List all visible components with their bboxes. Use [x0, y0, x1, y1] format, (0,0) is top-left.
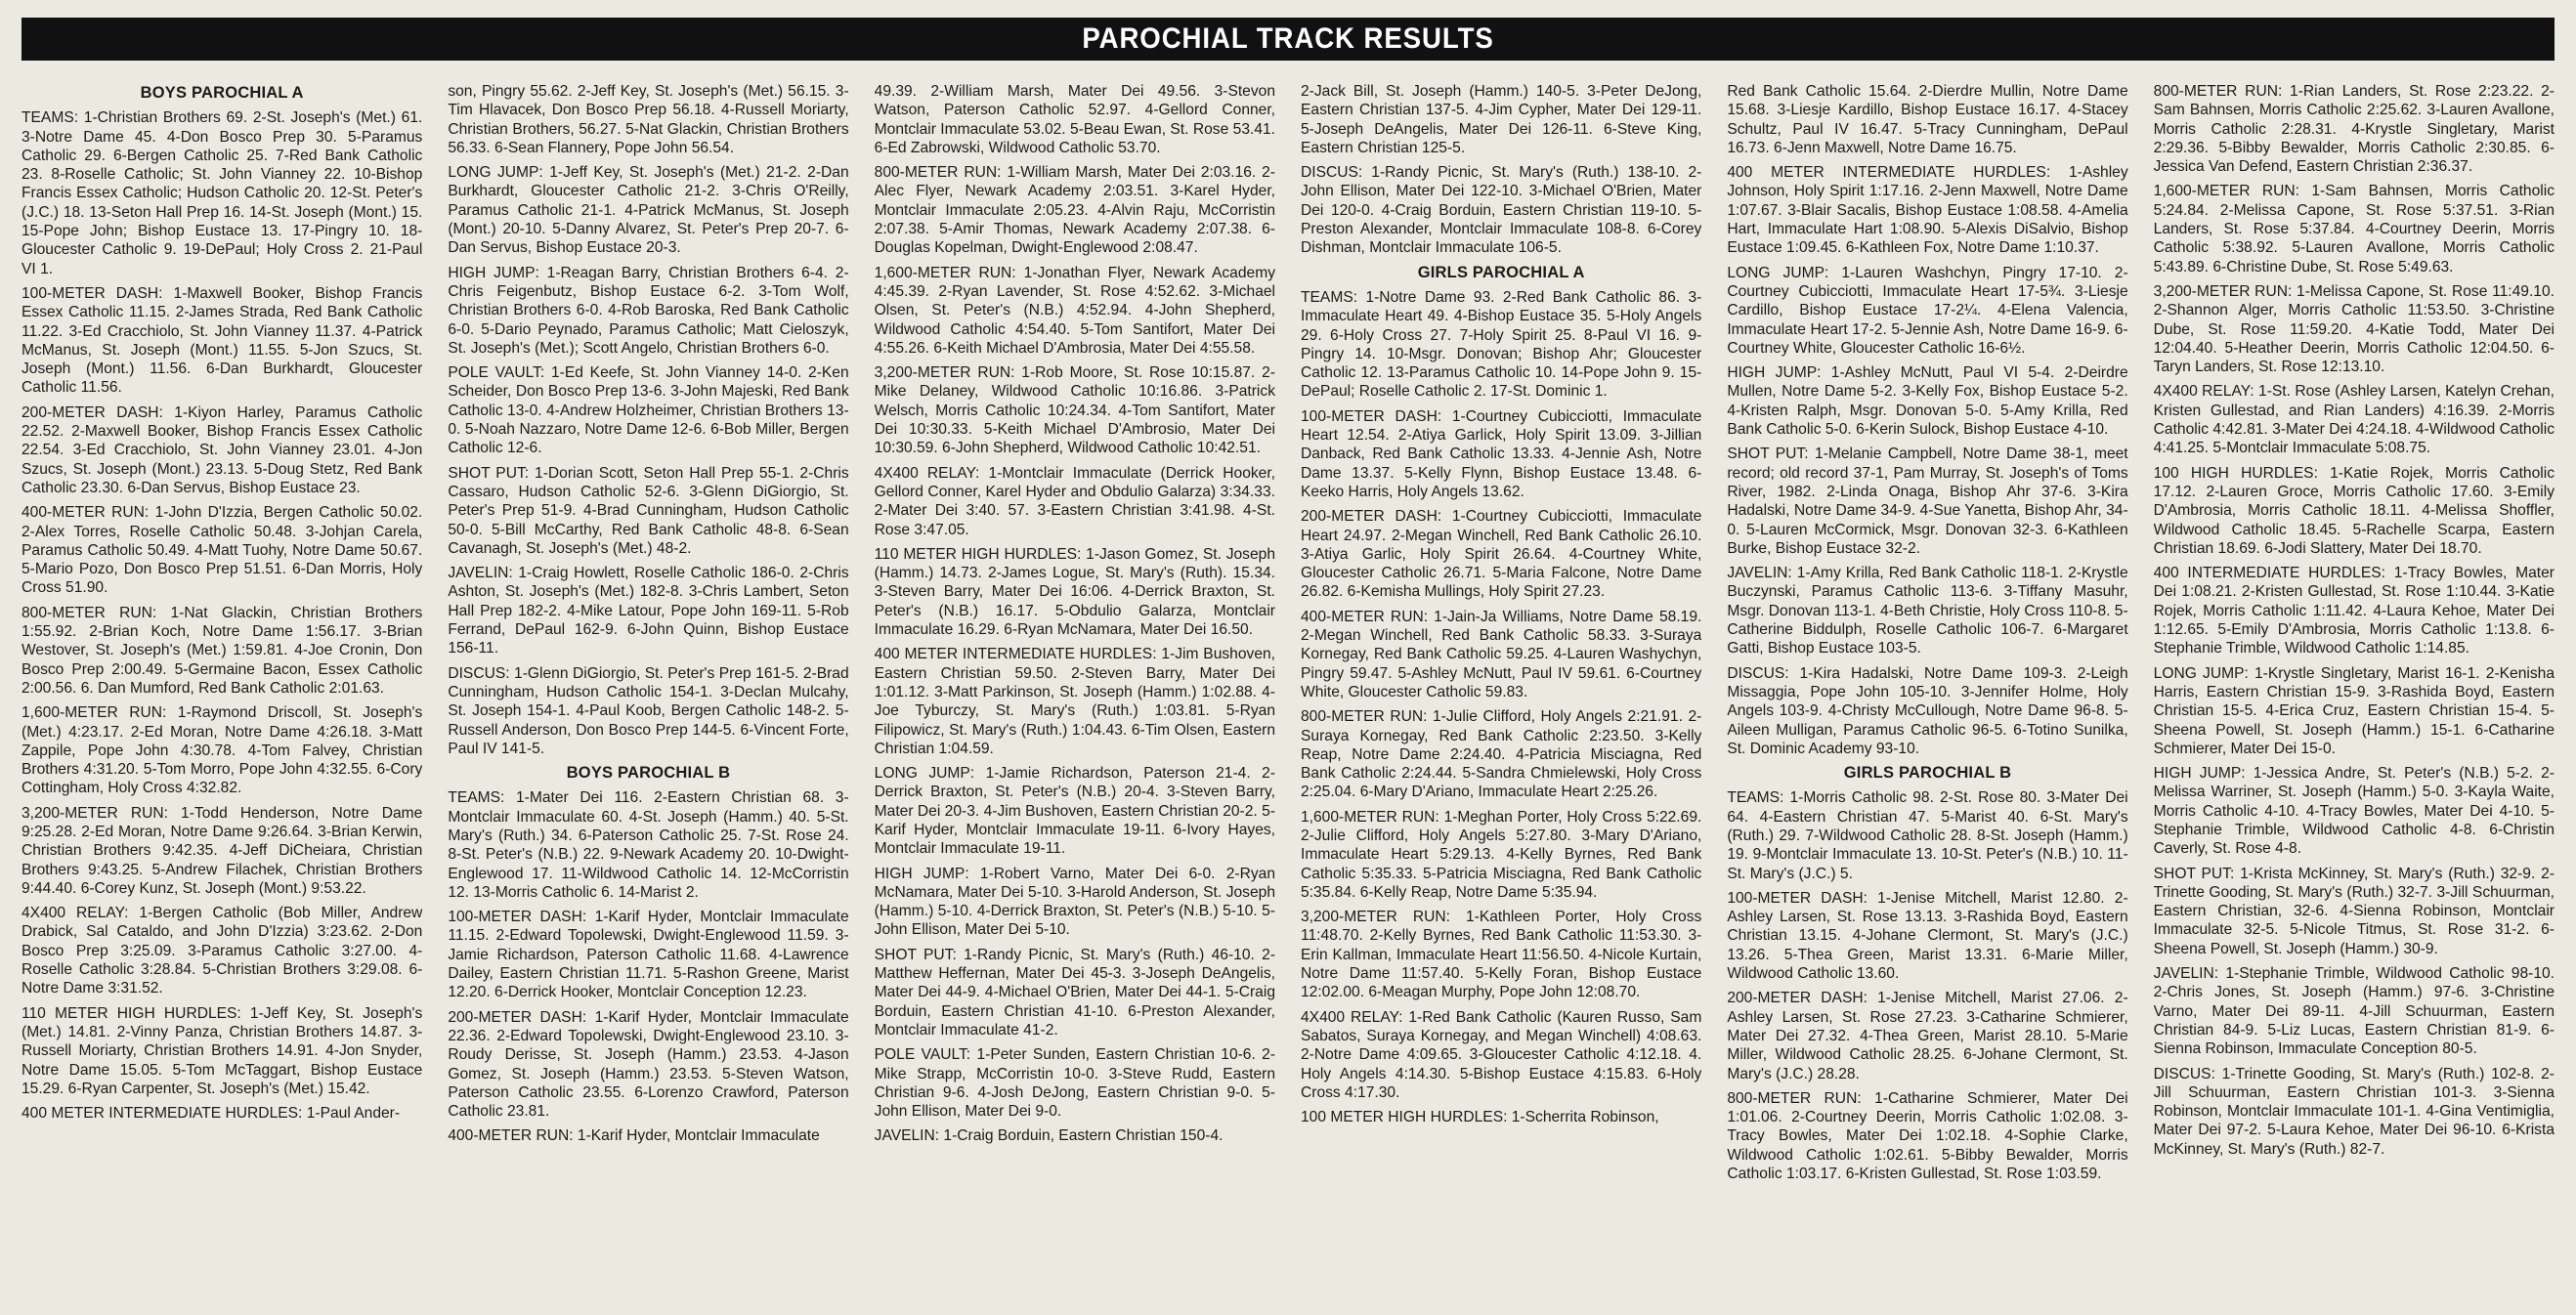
- result-paragraph: 4X400 RELAY: 1-Montclair Immaculate (Derrick Hooker, Gellord Conner, Karel Hyder and Obdulio Galarza) 3:34.33. 2-Mater Dei 3:40. 57. 3-Eastern Christian 3:41.98. 4-St. Rose 3:47.05.: [874, 464, 1275, 538]
- text-column: [1301, 82, 1701, 1308]
- result-paragraph: 100 METER HIGH HURDLES: 1-Scherrita Robinson,: [1301, 1109, 1659, 1126]
- result-paragraph: 100-METER DASH: 1-Jenise Mitchell, Marist 12.80. 2-Ashley Larsen, St. Rose 13.13. 3-Rashida Boyd, Eastern Christian 13.15. 4-Johane Clermont, St. Mary's (J.C.) 13.26. 5-Thea Green, Marist 13.31. 6-Marie Miller, Wildwood Catholic 13.60.: [1727, 889, 2128, 983]
- result-paragraph: 400-METER RUN: 1-Karif Hyder, Montclair Immaculate: [448, 1127, 820, 1145]
- result-paragraph: 2-Jack Bill, St. Joseph (Hamm.) 140-5. 3-Peter DeJong, Eastern Christian 137-5. 4-Jim Cypher, Mater Dei 129-11. 5-Joseph DeAngelis, Mater Dei 126-11. 6-Steve King, Eastern Christian 125-5.: [1301, 83, 1702, 156]
- result-paragraph: 800-METER RUN: 1-Nat Glackin, Christian Brothers 1:55.92. 2-Brian Koch, Notre Dame 1:56.17. 3-Brian Westover, St. Joseph's (Met.) 1:59.81. 4-Joe Cronin, Don Bosco Prep 2:00.49. 5-Germaine Bacon, Essex Catholic 2:00.56. 6. Dan Mumford, Red Bank Catholic 2:01.63.: [21, 604, 423, 697]
- section-heading: GIRLS PAROCHIAL A: [1417, 263, 1585, 281]
- result-paragraph: LONG JUMP: 1-Lauren Washchyn, Pingry 17-10. 2-Courtney Cubicciotti, Immaculate Heart 17-5¾. 3-Liesje Cardillo, Bishop Eustace 17-2¼. 4-Elena Valencia, Immaculate Heart 17-2. 5-Jennie Ash, Notre Dame 16-9. 6-Courtney White, Gloucester Catholic 16-6½.: [1727, 264, 2128, 357]
- result-paragraph: 800-METER RUN: 1-Rian Landers, St. Rose 2:23.22. 2-Sam Bahnsen, Morris Catholic 2:25.62. 3-Lauren Avallone, Morris Catholic 2:28.31. 4-Krystle Singletary, Marist 2:29.36. 5-Bibby Bewalder, Morris Catholic 2:30.85. 6-Jessica Van Defend, Eastern Christian 2:36.37.: [2153, 83, 2555, 176]
- result-paragraph: DISCUS: 1-Kira Hadalski, Notre Dame 109-3. 2-Leigh Missaggia, Pope John 105-10. 3-Jennifer Holme, Holy Angels 103-9. 4-Christy McCullough, Notre Dame 96-8. 5-Aileen Mulligan, Paramus Catholic 96-5. 6-Totino Sunilka, St. Dominic Academy 93-10.: [1727, 664, 2128, 757]
- result-paragraph: 400 INTERMEDIATE HURDLES: 1-Tracy Bowles, Mater Dei 1:08.21. 2-Kristen Gullestad, St. Rose 1:10.44. 3-Katie Rojek, Morris Catholic 1:11.42. 4-Laura Kehoe, Mater Dei 1:12.65. 5-Emily D'Ambrosia, Morris Catholic 1:13.8. 6-Stephanie Trimble, Wildwood Catholic 1:14.85.: [2153, 565, 2555, 658]
- result-paragraph: 200-METER DASH: 1-Courtney Cubicciotti, Immaculate Heart 24.97. 2-Megan Winchell, Red Bank Catholic 26.10. 3-Atiya Garlic, Holy Spirit 26.64. 4-Courtney White, Gloucester Catholic 26.71. 5-Maria Falcone, Notre Dame 26.82. 6-Kemisha Mullings, Holy Spirit 27.23.: [1301, 508, 1702, 601]
- text-column: [2154, 82, 2555, 1308]
- result-paragraph: TEAMS: 1-Mater Dei 116. 2-Eastern Christian 68. 3-Montclair Immaculate 60. 4-St. Joseph (Hamm.) 40. 5-St. Mary's (Ruth.) 34. 6-Paterson Catholic 25. 7-St. Rose 24. 8-St. Peter's (N.B.) 22. 9-Newark Academy 20. 10-Dwight-Englewood 17. 11-Wildwood Catholic 14. 12-McCorristin 12. 13-Morris Catholic 6. 14-Marist 2.: [448, 789, 849, 901]
- result-paragraph: SHOT PUT: 1-Melanie Campbell, Notre Dame 38-1, meet record; old record 37-1, Pam Murray, St. Joseph's of Toms River, 1982. 2-Linda Onaga, Bishop Ahr 37-6. 3-Kira Hadalski, Notre Dame 34-9. 4-Sue Yanetta, Bishop Ahr, 34-0. 5-Lauren McCormick, Msgr. Donovan 32-3. 6-Kathleen Burke, Bishop Eustace 32-2.: [1727, 445, 2128, 557]
- result-paragraph: 400-METER RUN: 1-John D'Izzia, Bergen Catholic 50.02. 2-Alex Torres, Roselle Catholic 50.48. 3-Johjan Carela, Paramus Catholic 50.49. 4-Matt Tuohy, Notre Dame 50.67. 5-Mario Pozo, Don Bosco Prep 51.51. 6-Dan Morris, Holy Cross 51.90.: [21, 504, 423, 597]
- section-heading: BOYS PAROCHIAL B: [566, 764, 731, 783]
- text-column: [448, 82, 848, 1308]
- result-paragraph: 800-METER RUN: 1-William Marsh, Mater Dei 2:03.16. 2-Alec Flyer, Newark Academy 2:03.51. 3-Karel Hyder, Montclair Immaculate 2:05.23. 4-Alvin Raju, McCorristin 2:07.38. 5-Amir Thomas, Newark Academy 2:07.38. 6-Douglas Kopelman, Dwight-Englewood 2:08.47.: [874, 164, 1275, 257]
- section-heading: GIRLS PAROCHIAL B: [1843, 764, 2012, 783]
- result-paragraph: JAVELIN: 1-Amy Krilla, Red Bank Catholic 118-1. 2-Krystle Buczynski, Paramus Catholic 113-6. 3-Tiffany Masuhr, Msgr. Donovan 113-1. 4-Beth Christie, Holy Cross 110-8. 5-Catherine Biddulph, Roselle Catholic 106-7. 6-Margaret Gatti, Bishop Eustace 103-5.: [1727, 565, 2128, 658]
- result-paragraph: 800-METER RUN: 1-Julie Clifford, Holy Angels 2:21.91. 2-Suraya Kornegay, Red Bank Catholic 2:23.50. 3-Kelly Reap, Notre Dame 2:24.40. 4-Patricia Misciagna, Red Bank Catholic 2:24.44. 5-Sandra Chmielewski, Holy Cross 2:25.04. 6-Mary D'Ariano, Immaculate Heart 2:25.26.: [1301, 708, 1702, 801]
- result-paragraph: POLE VAULT: 1-Ed Keefe, St. John Vianney 14-0. 2-Ken Scheider, Don Bosco Prep 13-6. 3-John Majeski, Red Bank Catholic 13-0. 4-Andrew Holzheimer, Christian Brothers 13-0. 5-Noah Nazzaro, Notre Dame 12-6. 6-Bob Miller, Bergen Catholic 12-6.: [448, 364, 849, 457]
- result-paragraph: 3,200-METER RUN: 1-Melissa Capone, St. Rose 11:49.10. 2-Shannon Alger, Morris Catholic 11:53.50. 3-Christine Dube, St. Rose 11:59.20. 4-Katie Todd, Mater Dei 12:04.40. 5-Heather Deerin, Morris Catholic 12:04.50. 6-Taryn Landers, St. Rose 12:13.10.: [2153, 282, 2555, 376]
- result-paragraph: 3,200-METER RUN: 1-Kathleen Porter, Holy Cross 11:48.70. 2-Kelly Byrnes, Red Bank Catholic 11:53.30. 3-Erin Kallman, Immaculate Heart 11:56.50. 4-Nicole Kurtain, Notre Dame 11:57.40. 5-Kelly Foran, Bishop Eustace 12:02.00. 6-Meagan Murphy, Pope John 12:08.70.: [1301, 909, 1702, 1001]
- result-paragraph: HIGH JUMP: 1-Robert Varno, Mater Dei 6-0. 2-Ryan McNamara, Mater Dei 5-10. 3-Harold Anderson, St. Joseph (Hamm.) 5-10. 4-Derrick Braxton, St. Peter's (N.B.) 5-10. 5-John Ellison, Mater Dei 5-10.: [874, 865, 1275, 939]
- result-paragraph: SHOT PUT: 1-Randy Picnic, St. Mary's (Ruth.) 46-10. 2-Matthew Heffernan, Mater Dei 45-3. 3-Joseph DeAngelis, Mater Dei 44-9. 4-Michael O'Brien, Mater Dei 44-1. 5-Craig Borduin, Eastern Christian 41-10. 6-Preston Alexander, Montclair Immaculate 41-2.: [874, 946, 1275, 1039]
- result-paragraph: LONG JUMP: 1-Jamie Richardson, Paterson 21-4. 2-Derrick Braxton, St. Peter's (N.B.) 20-4. 3-Steven Barry, Mater Dei 20-3. 4-Jim Bushoven, Eastern Christian 20-2. 5-Karif Hyder, Montclair Immaculate 19-11. 6-Ivory Hayes, Montclair Immaculate 19-11.: [874, 765, 1275, 858]
- result-paragraph: 100-METER DASH: 1-Karif Hyder, Montclair Immaculate 11.15. 2-Edward Topolewski, Dwight-Englewood 11.59. 3-Jamie Richardson, Paterson Catholic 11.68. 4-Lawrence Dailey, Eastern Christian 11.71. 5-Rashon Greene, Marist 12.20. 6-Derrick Hooker, Montclair Conception 12.23.: [448, 909, 849, 1001]
- result-paragraph: 100-METER DASH: 1-Courtney Cubicciotti, Immaculate Heart 12.54. 2-Atiya Garlick, Holy Spirit 13.09. 3-Jillian Danback, Red Bank Catholic 13.33. 4-Jennie Ash, Notre Dame 13.37. 5-Kelly Flynn, Bishop Eustace 13.48. 6-Keeko Harris, Holy Angels 13.62.: [1301, 407, 1702, 500]
- result-paragraph: HIGH JUMP: 1-Ashley McNutt, Paul VI 5-4. 2-Deirdre Mullen, Notre Dame 5-2. 3-Kelly Fox, Bishop Eustace 5-2. 4-Kristen Ralph, Msgr. Donovan 5-0. 5-Amy Krilla, Red Bank Catholic 5-0. 6-Kerin Sulock, Bishop Eustace 4-10.: [1727, 364, 2128, 439]
- result-paragraph: HIGH JUMP: 1-Reagan Barry, Christian Brothers 6-4. 2-Chris Feigenbutz, Bishop Eustace 6-2. 3-Tom Wolf, Christian Brothers 6-0. 4-Rob Baroska, Red Bank Catholic 6-0. 5-Dario Peynado, Paramus Catholic; Matt Cieloszyk, St. Joseph's (Met.); Scott Angelo, Christian Brothers 6-0.: [448, 264, 849, 357]
- result-paragraph: 400 METER INTERMEDIATE HURDLES: 1-Paul Ander-: [21, 1105, 401, 1123]
- result-paragraph: 4X400 RELAY: 1-Bergen Catholic (Bob Miller, Andrew Drabick, Sal Cataldo, and John D'Izzia) 3:23.62. 2-Don Bosco Prep 3:25.09. 3-Paramus Catholic 3:27.00. 4-Roselle Catholic 3:28.84. 5-Christian Brothers 3:29.08. 6-Notre Dame 3:31.52.: [21, 905, 423, 997]
- result-paragraph: 4X400 RELAY: 1-St. Rose (Ashley Larsen, Katelyn Crehan, Kristen Gullestad, and Rian Landers) 4:16.39. 2-Morris Catholic 4:42.81. 3-Mater Dei 4:24.18. 4-Wildwood Catholic 4:41.25. 5-Montclair Immaculate 5:08.75.: [2153, 383, 2555, 457]
- result-paragraph: SHOT PUT: 1-Krista McKinney, St. Mary's (Ruth.) 32-9. 2-Trinette Gooding, St. Mary's (Ruth.) 32-7. 3-Jill Schuurman, Eastern Christian, 32-6. 4-Sienna Robinson, Montclair Immaculate 32-5. 5-Nicole Titmus, St. Rose 31-2. 6-Sheena Powell, St. Joseph (Hamm.) 30-9.: [2153, 865, 2555, 957]
- result-paragraph: 100-METER DASH: 1-Maxwell Booker, Bishop Francis Essex Catholic 11.15. 2-James Strada, Red Bank Catholic 11.22. 3-Ed Cracchiolo, St. John Vianney 11.37. 4-Patrick McManus, St. Joseph (Mont.) 11.55. 5-Jon Szucs, St. Joseph (Mont.) 11.56. 6-Dan Burkhardt, Gloucester Catholic 11.56.: [21, 284, 423, 397]
- result-paragraph: SHOT PUT: 1-Dorian Scott, Seton Hall Prep 55-1. 2-Chris Cassaro, Hudson Catholic 52-6. 3-Glenn DiGiorgio, St. Peter's Prep 51-9. 4-Brad Cunningham, Hudson Catholic 50-0. 5-Bill McCarthy, Red Bank Catholic 48-8. 6-Sean Cavanagh, St. Joseph's (Met.) 48-2.: [448, 464, 849, 557]
- text-column: [875, 82, 1275, 1308]
- result-paragraph: 4X400 RELAY: 1-Red Bank Catholic (Kauren Russo, Sam Sabatos, Suraya Kornegay, and Megan Winchell) 4:08.63. 2-Notre Dame 4:09.65. 3-Gloucester Catholic 4:12.18. 4. Holy Angels 4:14.30. 5-Bishop Eustace 4:15.83. 6-Holy Cross 4:17.30.: [1301, 1008, 1702, 1101]
- result-paragraph: TEAMS: 1-Morris Catholic 98. 2-St. Rose 80. 3-Mater Dei 64. 4-Eastern Christian 47. 5-Marist 40. 6-St. Mary's (Ruth.) 29. 7-Wildwood Catholic 28. 8-St. Joseph (Hamm.) 19. 9-Montclair Immaculate 13. 10-St. Peter's (N.B.) 10. 11-St. Mary's (J.C.) 5.: [1727, 789, 2128, 882]
- result-paragraph: 1,600-METER RUN: 1-Jonathan Flyer, Newark Academy 4:45.39. 2-Ryan Lavender, St. Rose 4:52.62. 3-Michael Olsen, St. Peter's (N.B.) 4:52.94. 4-John Shepherd, Wildwood Catholic 4:54.40. 5-Tom Santifort, Mater Dei 4:55.26. 6-Keith Michael D'Ambrosia, Mater Dei 4:55.58.: [874, 264, 1275, 357]
- result-paragraph: JAVELIN: 1-Stephanie Trimble, Wildwood Catholic 98-10. 2-Chris Jones, St. Joseph (Hamm.) 97-6. 3-Christine Varno, Mater Dei 89-11. 4-Jill Schuurman, Eastern Christian 84-9. 5-Liz Lucas, Eastern Christian 81-9. 6-Sienna Robinson, Immaculate Conception 80-5.: [2153, 965, 2555, 1058]
- result-paragraph: Red Bank Catholic 15.64. 2-Dierdre Mullin, Notre Dame 15.68. 3-Liesje Kardillo, Bishop Eustace 16.17. 4-Stacey Schultz, Paul IV 16.47. 5-Tracy Cunningham, DePaul 16.73. 6-Jenn Maxwell, Notre Dame 16.75.: [1727, 83, 2128, 156]
- result-paragraph: 1,600-METER RUN: 1-Raymond Driscoll, St. Joseph's (Met.) 4:23.17. 2-Ed Moran, Notre Dame 4:26.18. 3-Matt Zappile, Pope John 4:30.78. 4-Tom Falvey, Christian Brothers 4:31.20. 5-Tom Morro, Pope John 4:32.55. 6-Cory Cottingham, Holy Cross 4:32.82.: [21, 704, 423, 797]
- result-paragraph: 1,600-METER RUN: 1-Meghan Porter, Holy Cross 5:22.69. 2-Julie Clifford, Holy Angels 5:27.80. 3-Mary D'Ariano, Immaculate Heart 5:29.13. 4-Kelly Byrnes, Red Bank Catholic 5:35.33. 5-Patricia Misciagna, Red Bank Catholic 5:35.84. 6-Kelly Reap, Notre Dame 5:35.94.: [1301, 808, 1702, 901]
- headline-banner: [21, 18, 2555, 61]
- result-paragraph: HIGH JUMP: 1-Jessica Andre, St. Peter's (N.B.) 5-2. 2-Melissa Warriner, St. Joseph (Hamm.) 5-0. 3-Kayla Waite, Morris Catholic 4-10. 4-Tracy Bowles, Mater Dei 4-10. 5-Stephanie Trimble, Wildwood Catholic 4-8. 6-Christin Caverly, St. Rose 4-8.: [2153, 765, 2555, 858]
- result-paragraph: 200-METER DASH: 1-Karif Hyder, Montclair Immaculate 22.36. 2-Edward Topolewski, Dwight-Englewood 23.10. 3-Roudy Derisse, St. Joseph (Hamm.) 23.53. 4-Jason Gomez, St. Joseph (Hamm.) 23.53. 5-Steven Watson, Paterson Catholic 23.55. 6-Lorenzo Crawford, Paterson Catholic 23.81.: [448, 1008, 849, 1121]
- result-paragraph: 110 METER HIGH HURDLES: 1-Jason Gomez, St. Joseph (Hamm.) 14.73. 2-James Logue, St. Mary's (Ruth). 15.34. 3-Steven Barry, Mater Dei 16:06. 4-Derrick Braxton, St. Peter's (N.B.) 16.17. 5-Obdulio Galarza, Montclair Immaculate 16.29. 6-Ryan McNamara, Mater Dei 16.50.: [874, 545, 1275, 639]
- page-title: PAROCHIAL TRACK RESULTS: [1082, 22, 1494, 55]
- column-body: [875, 82, 1275, 1146]
- result-paragraph: 1,600-METER RUN: 1-Sam Bahnsen, Morris Catholic 5:24.84. 2-Melissa Capone, St. Rose 5:37.51. 3-Rian Landers, St. Rose 5:37.84. 4-Courtney Deerin, Morris Catholic 5:38.92. 5-Lauren Avallone, Morris Catholic 5:43.89. 6-Christine Dube, St. Rose 5:49.63.: [2153, 183, 2555, 276]
- article-columns: [21, 82, 2555, 1308]
- result-paragraph: 400 METER INTERMEDIATE HURDLES: 1-Jim Bushoven, Eastern Christian 59.50. 2-Steven Barry, Mater Dei 1:01.12. 3-Matt Parkinson, St. Joseph (Hamm.) 1:02.88. 4-Joe Tyburczy, St. Mary's (Ruth.) 1:03.81. 5-Ryan Filipowicz, St. Mary's (Ruth.) 1:04.43. 6-Tim Olsen, Eastern Christian 1:04.59.: [874, 646, 1275, 757]
- result-paragraph: 400 METER INTERMEDIATE HURDLES: 1-Ashley Johnson, Holy Spirit 1:17.16. 2-Jenn Maxwell, Notre Dame 1:07.67. 3-Blair Sacalis, Bishop Eustace 1:08.58. 4-Amelia Hart, Immaculate Hart 1:08.90. 5-Alexis DiSalvio, Bishop Eustace 1:09.45. 6-Kathleen Fox, Notre Dame 1:10.37.: [1727, 164, 2128, 257]
- result-paragraph: LONG JUMP: 1-Krystle Singletary, Marist 16-1. 2-Kenisha Harris, Eastern Christian 15-9. 3-Rashida Boyd, Eastern Christian 15-5. 4-Erica Cruz, Eastern Christian 15-4. 5-Sheena Powell, St. Joseph (Hamm.) 15-1. 6-Catharine Schmierer, Mater Dei 15-0.: [2153, 664, 2555, 757]
- result-paragraph: son, Pingry 55.62. 2-Jeff Key, St. Joseph's (Met.) 56.15. 3-Tim Hlavacek, Don Bosco Prep 56.18. 4-Russell Moriarty, Christian Brothers, 56.27. 5-Nat Glackin, Christian Brothers 56.33. 6-Sean Flannery, Pope John 56.54.: [448, 83, 849, 156]
- column-body: [2154, 82, 2555, 1159]
- column-body: [1301, 82, 1701, 1126]
- text-column: [1727, 82, 2127, 1308]
- result-paragraph: 3,200-METER RUN: 1-Todd Henderson, Notre Dame 9:25.28. 2-Ed Moran, Notre Dame 9:26.64. 3-Brian Kerwin, Christian Brothers 9:42.35. 4-Jeff DiCheiara, Christian Brothers 9:43.25. 5-Andrew Filachek, Christian Brothers 9:44.40. 6-Corey Kunz, St. Joseph (Mont.) 9:53.22.: [21, 804, 423, 897]
- result-paragraph: 800-METER RUN: 1-Catharine Schmierer, Mater Dei 1:01.06. 2-Courtney Deerin, Morris Catholic 1:02.08. 3-Tracy Bowles, Mater Dei 1:02.18. 4-Sophie Clarke, Wildwood Catholic 1:02.61. 5-Bibby Bewalder, Morris Catholic 1:03.17. 6-Kristen Gullestad, St. Rose 1:03.59.: [1727, 1089, 2128, 1183]
- result-paragraph: TEAMS: 1-Christian Brothers 69. 2-St. Joseph's (Met.) 61. 3-Notre Dame 45. 4-Don Bosco Prep 30. 5-Paramus Catholic 29. 6-Bergen Catholic 25. 7-Red Bank Catholic 23. 8-Roselle Catholic; St. John Vianney 22. 10-Bishop Francis Essex Catholic; Hudson Catholic 20. 12-St. Peter's (J.C.) 18. 13-Seton Hall Prep 16. 14-St. Joseph (Mont.) 15. 15-Pope John; Bishop Eustace 13. 17-Pingry 10. 18-Gloucester Catholic 9. 19-DePaul; Holy Cross 2. 21-Paul VI 1.: [21, 109, 423, 277]
- result-paragraph: JAVELIN: 1-Craig Howlett, Roselle Catholic 186-0. 2-Chris Ashton, St. Joseph's (Met.) 182-8. 3-Chris Lambert, Seton Hall Prep 182-2. 4-Mike Latour, Pope John 169-11. 5-Rob Ferrand, DePaul 162-9. 6-John Quinn, Bishop Eustace 156-11.: [448, 565, 849, 658]
- result-paragraph: LONG JUMP: 1-Jeff Key, St. Joseph's (Met.) 21-2. 2-Dan Burkhardt, Gloucester Catholic 21-2. 3-Chris O'Reilly, Paramus Catholic 21-1. 4-Patrick McManus, St. Joseph (Mont.) 20-10. 5-Danny Alvarez, St. Peter's Prep 20-7. 6-Dan Servus, Bishop Eustace 20-3.: [448, 164, 849, 257]
- result-paragraph: POLE VAULT: 1-Peter Sunden, Eastern Christian 10-6. 2-Mike Strapp, McCorristin 10-0. 3-Steve Rudd, Eastern Christian 9-6. 4-Josh DeJong, Eastern Christian 9-0. 5-John Ellison, Mater Dei 9-0.: [874, 1046, 1275, 1121]
- column-body: [448, 82, 848, 1146]
- column-body: [21, 84, 422, 1123]
- result-paragraph: 49.39. 2-William Marsh, Mater Dei 49.56. 3-Stevon Watson, Paterson Catholic 52.97. 4-Gellord Conner, Montclair Immaculate 53.02. 5-Beau Ewan, St. Rose 53.41. 6-Ed Zabrowski, Wildwood Catholic 53.70.: [874, 83, 1275, 156]
- result-paragraph: 110 METER HIGH HURDLES: 1-Jeff Key, St. Joseph's (Met.) 14.81. 2-Vinny Panza, Christian Brothers 14.87. 3-Russell Moriarty, Christian Brothers 14.91. 4-Jon Snyder, Notre Dame 15.05. 5-Tom McTaggart, Bishop Eustace 15.29. 6-Ryan Carpenter, St. Joseph's (Met.) 15.42.: [21, 1004, 423, 1097]
- column-body: [1727, 82, 2127, 1183]
- result-paragraph: 200-METER DASH: 1-Kiyon Harley, Paramus Catholic 22.52. 2-Maxwell Booker, Bishop Francis Essex Catholic 22.54. 3-Ed Cracchiolo, St. John Vianney 23.01. 4-Jon Szucs, St. Joseph (Mont.) 23.13. 5-Doug Stetz, Red Bank Catholic 23.30. 6-Dan Servus, Bishop Eustace 23.: [21, 403, 423, 496]
- result-paragraph: 3,200-METER RUN: 1-Rob Moore, St. Rose 10:15.87. 2-Mike Delaney, Wildwood Catholic 10:16.86. 3-Patrick Welsch, Morris Catholic 10:24.34. 4-Tom Santifort, Mater Dei 10:30.33. 5-Keith Michael D'Ambrosio, Mater Dei 10:30.59. 6-John Shepherd, Wildwood Catholic 10:42.51.: [874, 364, 1275, 457]
- text-column: [21, 82, 422, 1308]
- result-paragraph: 400-METER RUN: 1-Jain-Ja Williams, Notre Dame 58.19. 2-Megan Winchell, Red Bank Catholic 58.33. 3-Suraya Kornegay, Red Bank Catholic 59.25. 4-Lauren Washychyn, Pingry 59.47. 5-Ashley McNutt, Paul IV 59.61. 6-Courtney White, Gloucester Catholic 59.83.: [1301, 608, 1702, 700]
- result-paragraph: 100 HIGH HURDLES: 1-Katie Rojek, Morris Catholic 17.12. 2-Lauren Groce, Morris Catholic 17.60. 3-Emily D'Ambrosia, Morris Catholic 18.11. 4-Melissa Shoffler, Wildwood Catholic 18.45. 5-Rachelle Scarpa, Eastern Christian 18.69. 6-Jodi Slattery, Mater Dei 18.70.: [2153, 464, 2555, 557]
- result-paragraph: TEAMS: 1-Notre Dame 93. 2-Red Bank Catholic 86. 3-Immaculate Heart 49. 4-Bishop Eustace 35. 5-Holy Angels 29. 6-Holy Cross 27. 7-Holy Spirit 25. 8-Paul VI 16. 9-Pingry 14. 10-Msgr. Donovan; Bishop Ahr; Gloucester Catholic 12. 13-Paramus Catholic 10. 14-Pope John 9. 15-DePaul; Roselle Catholic 2. 17-St. Dominic 1.: [1301, 288, 1702, 401]
- result-paragraph: DISCUS: 1-Glenn DiGiorgio, St. Peter's Prep 161-5. 2-Brad Cunningham, Hudson Catholic 154-1. 3-Declan Mulcahy, St. Joseph 154-1. 4-Paul Koob, Bergen Catholic 148-2. 5-Russell Anderson, Don Bosco Prep 144-5. 6-Vincent Forte, Paul IV 141-5.: [448, 664, 849, 757]
- result-paragraph: 200-METER DASH: 1-Jenise Mitchell, Marist 27.06. 2-Ashley Larsen, St. Rose 27.23. 3-Catharine Schmierer, Mater Dei 27.32. 4-Thea Green, Marist 28.10. 5-Marie Miller, Wildwood Catholic 28.25. 6-Johane Clermont, St. Mary's (J.C.) 28.28.: [1727, 990, 2128, 1082]
- result-paragraph: DISCUS: 1-Randy Picnic, St. Mary's (Ruth.) 138-10. 2-John Ellison, Mater Dei 122-10. 3-Michael O'Brien, Mater Dei 120-0. 4-Craig Borduin, Eastern Christian 119-10. 5-Preston Alexander, Montclair Immaculate 108-8. 6-Corey Dishman, Montclair Immaculate 106-5.: [1301, 164, 1702, 257]
- result-paragraph: DISCUS: 1-Trinette Gooding, St. Mary's (Ruth.) 102-8. 2-Jill Schuurman, Eastern Christian 101-3. 3-Sienna Robinson, Montclair Immaculate 101-1. 4-Gina Ventimiglia, Mater Dei 97-2. 5-Laura Kehoe, Mater Dei 96-10. 6-Krista McKinney, St. Mary's (Ruth.) 82-7.: [2153, 1065, 2555, 1158]
- result-paragraph: JAVELIN: 1-Craig Borduin, Eastern Christian 150-4.: [874, 1127, 1224, 1145]
- section-heading: BOYS PAROCHIAL A: [140, 84, 304, 102]
